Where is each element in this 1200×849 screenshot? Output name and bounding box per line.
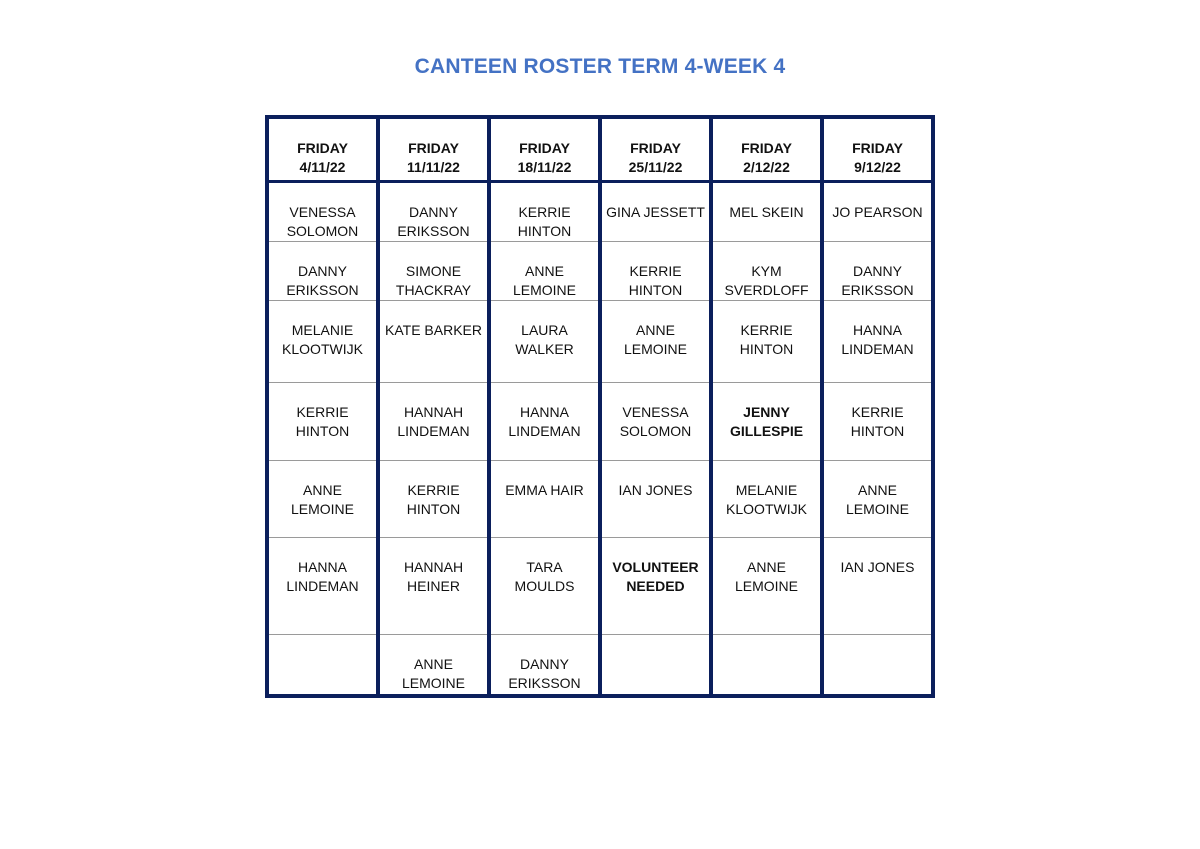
roster-cell-highlighted: JENNY GILLESPIE: [711, 382, 822, 460]
roster-cell: SIMONE THACKRAY: [378, 241, 489, 300]
roster-cell: DANNY ERIKSSON: [267, 241, 378, 300]
roster-cell: ANNE LEMOINE: [600, 300, 711, 382]
table-row: [267, 460, 933, 537]
roster-cell: GINA JESSETT: [600, 181, 711, 241]
column-header: [489, 117, 600, 181]
roster-cell: IAN JONES: [600, 460, 711, 537]
header-day: FRIDAY: [741, 140, 792, 156]
roster-cell: MELANIE KLOOTWIJK: [711, 460, 822, 537]
roster-cell: KATE BARKER: [378, 300, 489, 382]
roster-table: [265, 115, 935, 698]
header-date: 25/11/22: [628, 159, 683, 175]
roster-cell: ANNE LEMOINE: [711, 537, 822, 634]
roster-cell: VENESSA SOLOMON: [267, 181, 378, 241]
header-day: FRIDAY: [630, 140, 681, 156]
table-row: [267, 382, 933, 460]
roster-cell: KERRIE HINTON: [822, 382, 933, 460]
roster-cell: DANNY ERIKSSON: [378, 181, 489, 241]
column-header: [378, 117, 489, 181]
roster-cell: ANNE LEMOINE: [822, 460, 933, 537]
table-row: [267, 241, 933, 300]
roster-cell: [267, 634, 378, 696]
header-day: FRIDAY: [408, 140, 459, 156]
column-header: [267, 117, 378, 181]
column-header: [822, 117, 933, 181]
roster-cell: DANNY ERIKSSON: [489, 634, 600, 696]
header-date: 11/11/22: [407, 159, 460, 175]
roster-cell: [822, 634, 933, 696]
page-title: CANTEEN ROSTER TERM 4-WEEK 4: [414, 55, 786, 78]
roster-cell: IAN JONES: [822, 537, 933, 634]
column-header: [600, 117, 711, 181]
table-row: [267, 181, 933, 241]
column-header: [711, 117, 822, 181]
roster-cell: VENESSA SOLOMON: [600, 382, 711, 460]
table-row: [267, 300, 933, 382]
roster-cell: HANNA LINDEMAN: [267, 537, 378, 634]
roster-cell: DANNY ERIKSSON: [822, 241, 933, 300]
roster-cell: KERRIE HINTON: [489, 181, 600, 241]
header-day: FRIDAY: [297, 140, 348, 156]
roster-cell: JO PEARSON: [822, 181, 933, 241]
roster-cell: [711, 634, 822, 696]
roster-cell: MEL SKEIN: [711, 181, 822, 241]
header-date: 18/11/22: [517, 159, 572, 175]
table-row: [267, 537, 933, 634]
header-day: FRIDAY: [852, 140, 903, 156]
roster-cell: HANNAH LINDEMAN: [378, 382, 489, 460]
header-date: 9/12/22: [854, 159, 901, 175]
roster-cell: HANNA LINDEMAN: [822, 300, 933, 382]
table-row: [267, 634, 933, 696]
header-date: 2/12/22: [743, 159, 790, 175]
roster-cell: KERRIE HINTON: [711, 300, 822, 382]
header-date: 4/11/22: [299, 159, 346, 175]
roster-cell: ANNE LEMOINE: [267, 460, 378, 537]
roster-cell: ANNE LEMOINE: [489, 241, 600, 300]
roster-cell: KERRIE HINTON: [267, 382, 378, 460]
header-row: [267, 117, 933, 181]
volunteer-needed-cell: VOLUNTEER NEEDED: [600, 537, 711, 634]
roster-cell: KERRIE HINTON: [600, 241, 711, 300]
roster-cell: TARA MOULDS: [489, 537, 600, 634]
roster-cell: KYM SVERDLOFF: [711, 241, 822, 300]
header-day: FRIDAY: [519, 140, 570, 156]
roster-cell: EMMA HAIR: [489, 460, 600, 537]
roster-cell: KERRIE HINTON: [378, 460, 489, 537]
roster-cell: HANNA LINDEMAN: [489, 382, 600, 460]
roster-cell: HANNAH HEINER: [378, 537, 489, 634]
roster-cell: MELANIE KLOOTWIJK: [267, 300, 378, 382]
roster-cell: ANNE LEMOINE: [378, 634, 489, 696]
roster-cell: [600, 634, 711, 696]
roster-cell: LAURA WALKER: [489, 300, 600, 382]
